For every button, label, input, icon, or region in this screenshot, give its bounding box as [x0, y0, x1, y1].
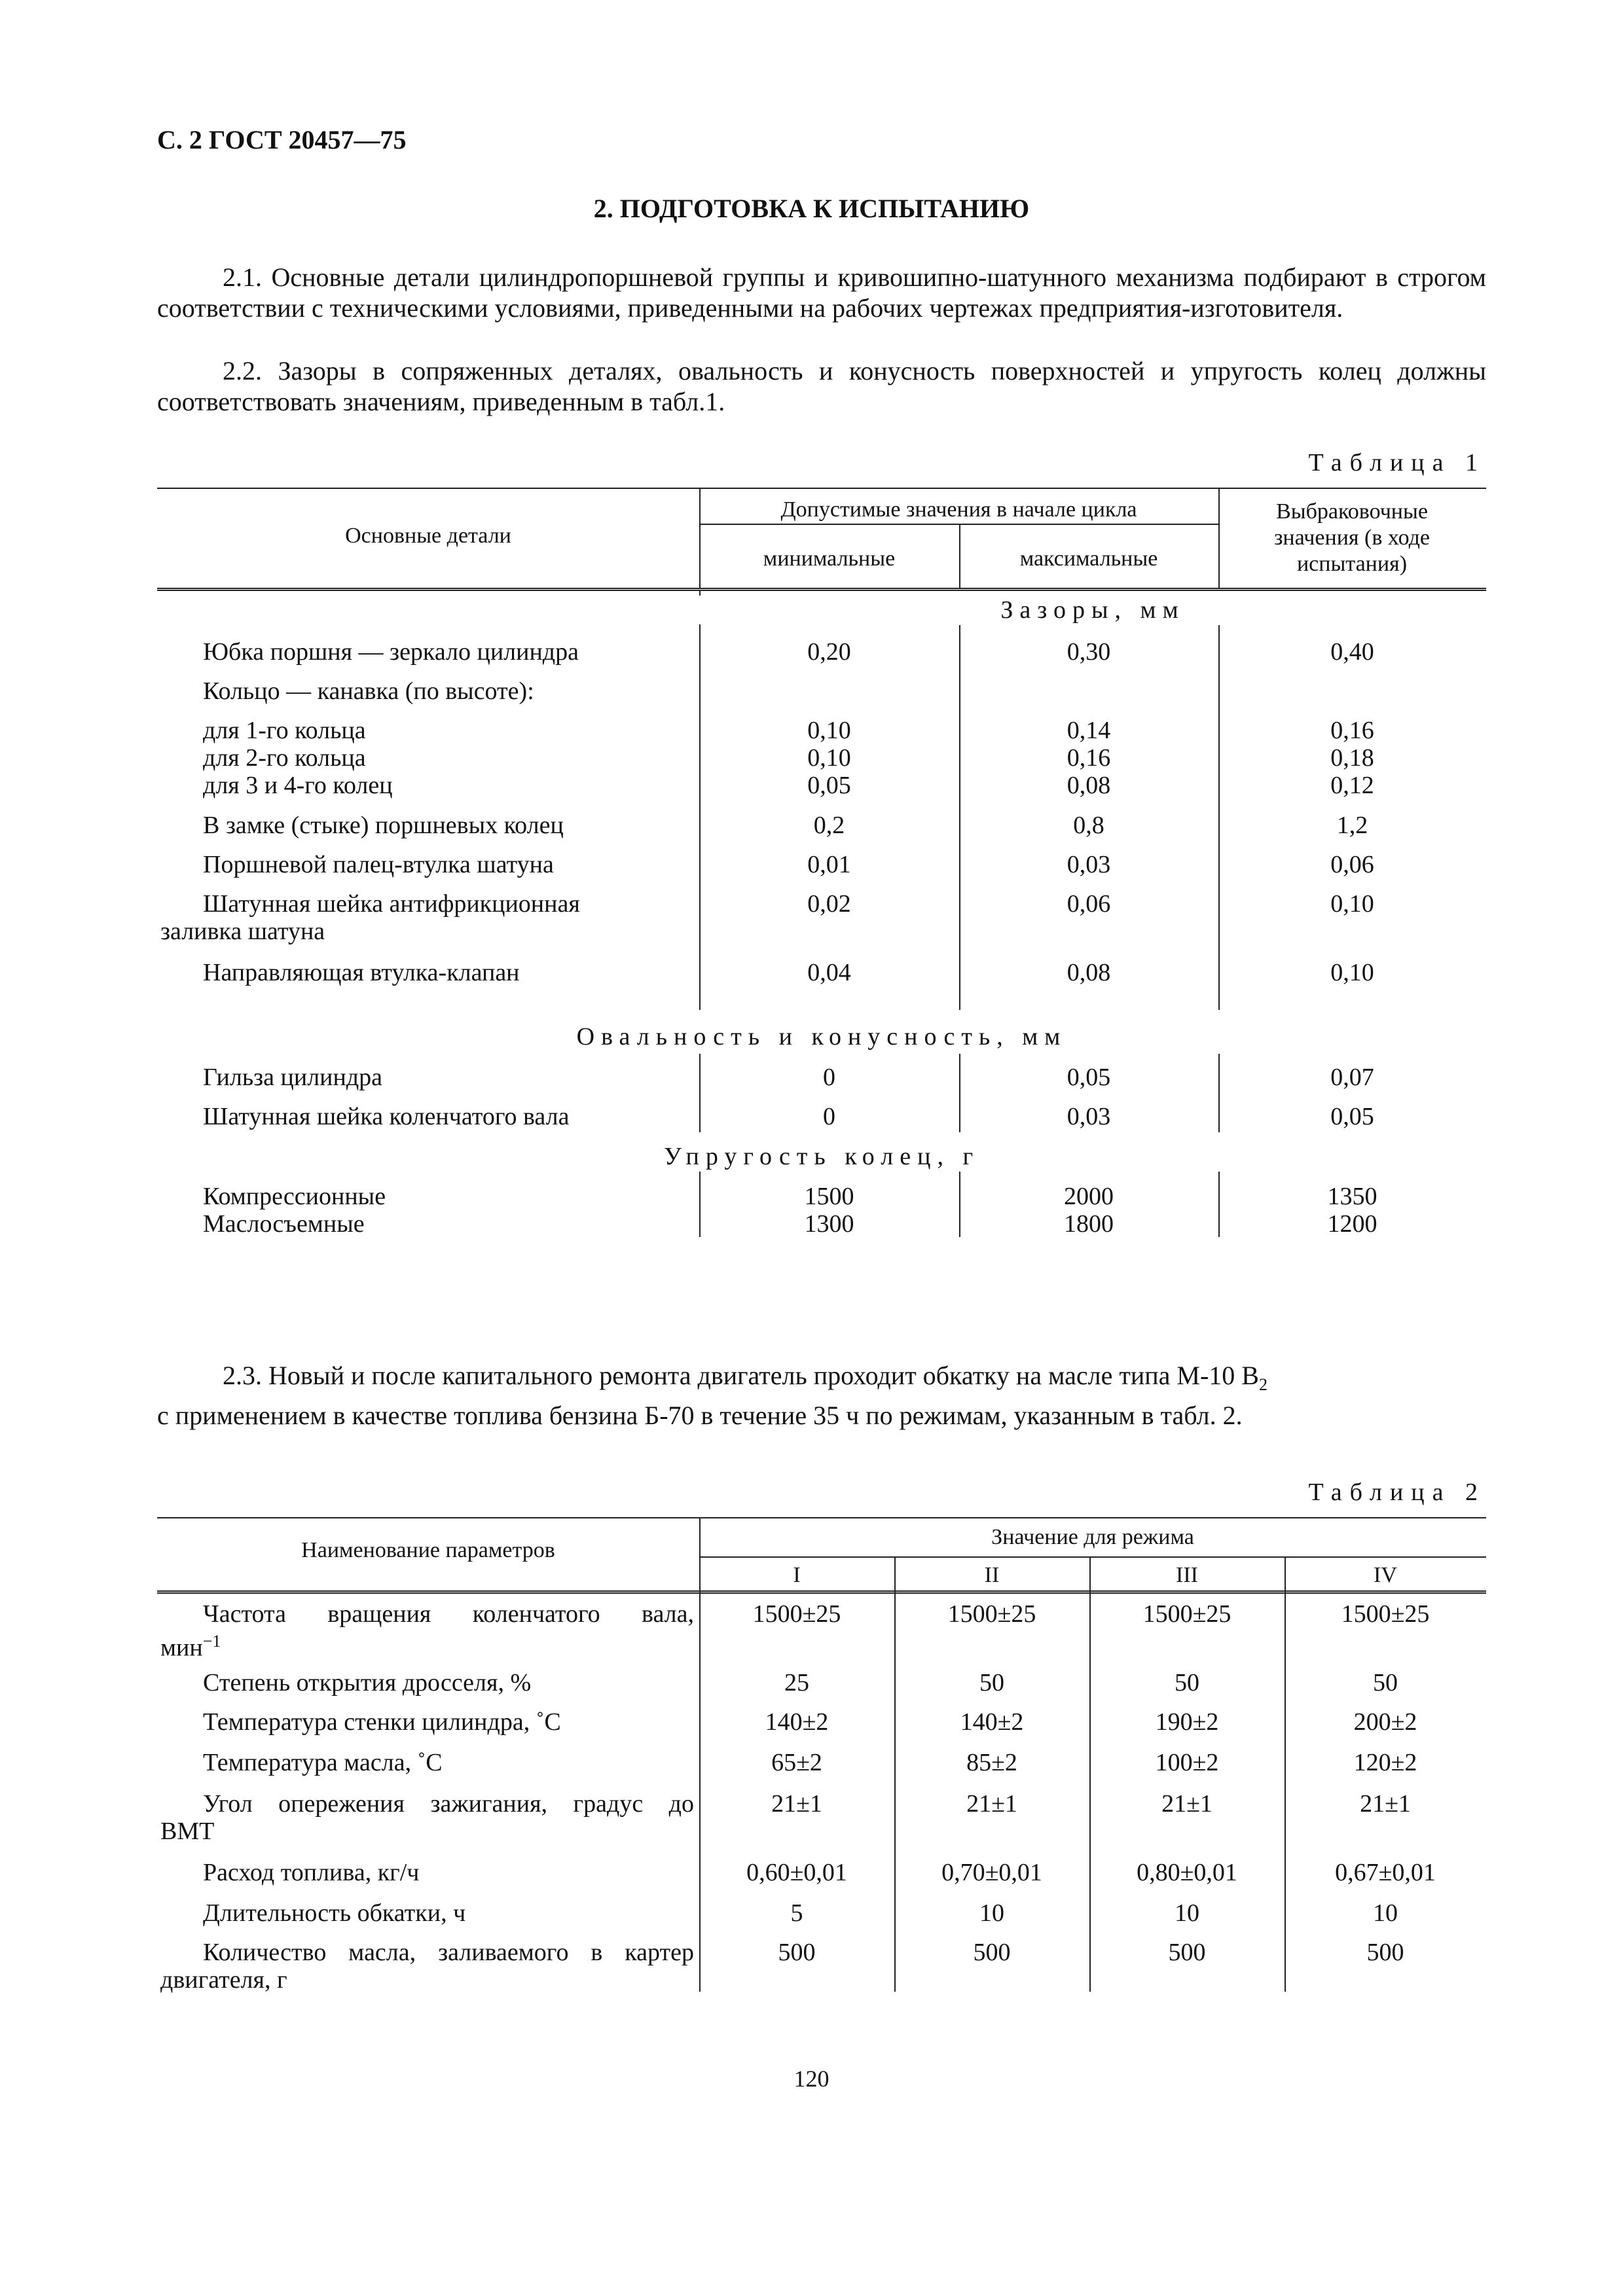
table2-header-param: Наименование параметров [301, 1538, 555, 1562]
paragraph-2-3-text-cont: с применением в качестве топлива бензина Б-70 в течение 35 ч по режимам, указанным в табл. 2. [157, 1401, 1243, 1430]
table2-cell: 1500±25 [752, 1600, 841, 1628]
table1-row-name: для 2-го кольца [203, 744, 366, 772]
table2-row-name: Температура масла, ˚С [203, 1749, 443, 1776]
table2-row-unit: мин [160, 1634, 203, 1662]
table2-cell: 85±2 [966, 1749, 1017, 1776]
table1-row-name: Поршневой палец-втулка шатуна [203, 851, 554, 878]
table1-header-allowed: Допустимые значения в начале цикла [780, 497, 1137, 522]
table2-cell: 500 [973, 1939, 1011, 1966]
table1-group-ovality [157, 1022, 1486, 1051]
paragraph-2-1-text: 2.1. Основные детали цилиндропоршневой группы и кривошипно-шатунного механизма подбирают в строгом соответствии с техническими условиями, приведенными на рабочих чертежах предприятия-изготовителя. [157, 262, 1486, 323]
table1-row-max: 0,05 [1067, 1064, 1111, 1091]
table1-header-reject: Выбраковочные значения (в ходе испытания) [1273, 499, 1431, 576]
table1-row-name: В замке (стыке) поршневых колец [203, 812, 564, 839]
table1-row-min: 1300 [804, 1210, 854, 1238]
table1-row-name: Гильза цилиндра [203, 1064, 383, 1091]
table2-cell: 50 [1373, 1669, 1398, 1696]
table1-row-name: Маслосъемные [203, 1210, 365, 1238]
table1-row-reject: 0,18 [1330, 744, 1374, 772]
table2-cell: 1500±25 [1142, 1600, 1231, 1628]
table1-row-name: Шатунная шейка коленчатого вала [203, 1103, 570, 1130]
table2-header-mode: IV [1374, 1563, 1397, 1587]
table2-cell: 25 [784, 1669, 809, 1696]
table2-cell: 0,60±0,01 [746, 1859, 847, 1886]
table1-row-max: 2000 [1064, 1183, 1114, 1210]
table1-group-gaps-text: Зазоры, мм [996, 596, 1188, 624]
table1-header-min: минимальные [763, 547, 896, 571]
table1-row-name: Шатунная шейка антифрикционная [203, 890, 580, 918]
table2-cell: 50 [979, 1669, 1004, 1696]
table1-row-min: 0,10 [807, 717, 851, 744]
table1-group-elasticity-text: Упругость колец, г [660, 1143, 983, 1170]
table2-row-name: Угол опережения зажигания, градус до [203, 1790, 694, 1818]
table2-row-name: Частота вращения коленчатого вала, [203, 1600, 694, 1628]
table1-caption: Таблица 1 [1308, 449, 1486, 476]
table1-row-min: 0,05 [807, 772, 851, 799]
table1-row-reject: 0,16 [1330, 717, 1374, 744]
table1-row-max: 1800 [1064, 1210, 1114, 1238]
table2-cell: 200±2 [1353, 1708, 1417, 1736]
table1-row-reject: 0,07 [1330, 1064, 1374, 1091]
table1-row-max: 0,08 [1067, 772, 1111, 799]
table1-row-max: 0,16 [1067, 744, 1111, 772]
table2-header-mode: II [984, 1563, 1000, 1587]
paragraph-2-2-text: 2.2. Зазоры в сопряженных деталях, овальность и конусность поверхностей и упругость колец должны соответствовать значениям, приведенным в табл.1. [157, 356, 1486, 416]
table2-cell: 1500±25 [947, 1600, 1036, 1628]
table2-cell: 10 [979, 1899, 1004, 1927]
table2-cell: 500 [1366, 1939, 1404, 1966]
table1-header-parts: Основные детали [345, 524, 511, 548]
paragraph-2-1 [157, 262, 1486, 323]
paragraph-2-3-text: 2.3. Новый и после капитального ремонта двигатель проходит обкатку на масле типа М-10 В [223, 1361, 1259, 1390]
table2-cell: 21±1 [966, 1790, 1017, 1818]
table1-header-bottom-rule [157, 588, 1486, 591]
table2-row-name: Количество масла, заливаемого в картер [203, 1939, 694, 1966]
table2-header-value: Значение для режима [991, 1525, 1194, 1549]
table2-cell: 21±1 [771, 1790, 822, 1818]
table2-row-name: Расход топлива, кг/ч [203, 1859, 420, 1886]
table1-row-max: 0,14 [1067, 717, 1111, 744]
table2-row-name: Степень открытия дросселя, % [203, 1669, 532, 1696]
table1-row-reject: 0,40 [1330, 638, 1374, 666]
table1-row-name: Юбка поршня — зеркало цилиндра [203, 638, 579, 666]
table2-row-name-cont [160, 1628, 221, 1662]
table1-row-max: 0,03 [1067, 851, 1111, 878]
table1-row-min: 0,04 [807, 959, 851, 986]
table1-row-reject: 0,06 [1330, 851, 1374, 878]
paragraph-2-3 [157, 1360, 1486, 1431]
table2-caption: Таблица 2 [1308, 1479, 1486, 1506]
table1-row-min: 0,02 [807, 890, 851, 918]
table2-cell: 5 [790, 1899, 803, 1927]
table1-row-min: 0 [823, 1103, 835, 1130]
table1-row-reject: 0,10 [1330, 959, 1374, 986]
table2-header-subrule [699, 1556, 1486, 1558]
table2-row-name-cont: двигателя, г [160, 1966, 287, 1994]
table1-group-gaps [699, 596, 1486, 624]
page-number: 120 [793, 2066, 830, 2092]
table1-row-max: 0,30 [1067, 638, 1111, 666]
table2-top-rule [157, 1517, 1486, 1518]
table1-row-reject: 0,12 [1330, 772, 1374, 799]
table1-row-name: Кольцо — канавка (по высоте): [203, 677, 534, 705]
table2-header-mode: I [793, 1563, 801, 1587]
table1-row-name-cont: заливка шатуна [160, 918, 325, 945]
table1-header-divider [1218, 488, 1220, 589]
table1-header-subrule [699, 524, 1218, 525]
table1-row-max: 0,08 [1067, 959, 1111, 986]
table2-row-name-cont: ВМТ [160, 1818, 215, 1845]
table2-header-mode: III [1176, 1563, 1198, 1587]
table1-row-reject: 0,10 [1330, 890, 1374, 918]
section-title: 2. ПОДГОТОВКА К ИСПЫТАНИЮ [593, 194, 1030, 223]
table2-cell: 10 [1373, 1899, 1398, 1927]
table1-group-elasticity [157, 1142, 1486, 1171]
paragraph-2-3-subscript: 2 [1258, 1375, 1267, 1394]
table1-top-rule [157, 488, 1486, 489]
table1-group-ovality-text: Овальность и конусность, мм [573, 1023, 1071, 1050]
table1-row-name: Компрессионные [203, 1183, 386, 1210]
table1-row-min: 0,10 [807, 744, 851, 772]
table1-row-reject: 1,2 [1336, 812, 1368, 839]
table2-cell: 21±1 [1161, 1790, 1213, 1818]
table1-row-max: 0,06 [1067, 890, 1111, 918]
table1-row-reject: 1350 [1327, 1183, 1377, 1210]
table2-cell: 120±2 [1353, 1749, 1417, 1776]
table1-row-min: 0,2 [813, 812, 845, 839]
table1-row-min: 0,20 [807, 638, 851, 666]
table1-row-name: для 1-го кольца [203, 717, 366, 744]
table2-cell: 21±1 [1360, 1790, 1411, 1818]
document-header: С. 2 ГОСТ 20457—75 [157, 125, 407, 154]
table2-cell: 140±2 [765, 1708, 829, 1736]
table2-cell: 50 [1175, 1669, 1199, 1696]
table1-header-max: максимальные [1019, 547, 1158, 571]
table1-row-name: для 3 и 4-го колец [203, 772, 393, 799]
table2-cell: 0,80±0,01 [1137, 1859, 1237, 1886]
table1-row-max: 0,03 [1067, 1103, 1111, 1130]
table2-cell: 65±2 [771, 1749, 822, 1776]
table1-row-min: 0,01 [807, 851, 851, 878]
table2-cell: 0,70±0,01 [941, 1859, 1042, 1886]
table2-row-name: Длительность обкатки, ч [203, 1899, 466, 1927]
table1-row-min: 0 [823, 1064, 835, 1091]
table1-row-name: Направляющая втулка-клапан [203, 959, 520, 986]
table2-cell: 140±2 [960, 1708, 1024, 1736]
table2-cell: 10 [1175, 1899, 1199, 1927]
table2-cell: 500 [778, 1939, 816, 1966]
table2-header-bottom-rule [157, 1590, 1486, 1594]
table1-row-min: 1500 [804, 1183, 854, 1210]
table2-row-name: Температура стенки цилиндра, ˚С [203, 1708, 561, 1736]
table1-row-max: 0,8 [1073, 812, 1104, 839]
table2-cell: 0,67±0,01 [1335, 1859, 1436, 1886]
table2-cell: 190±2 [1155, 1708, 1219, 1736]
table2-cell: 500 [1168, 1939, 1206, 1966]
paragraph-2-2 [157, 355, 1486, 417]
table1-row-reject: 0,05 [1330, 1103, 1374, 1130]
table2-row-unit-exponent: −1 [202, 1632, 221, 1651]
table1-row-reject: 1200 [1327, 1210, 1377, 1238]
table2-cell: 1500±25 [1341, 1600, 1430, 1628]
table2-cell: 100±2 [1155, 1749, 1219, 1776]
